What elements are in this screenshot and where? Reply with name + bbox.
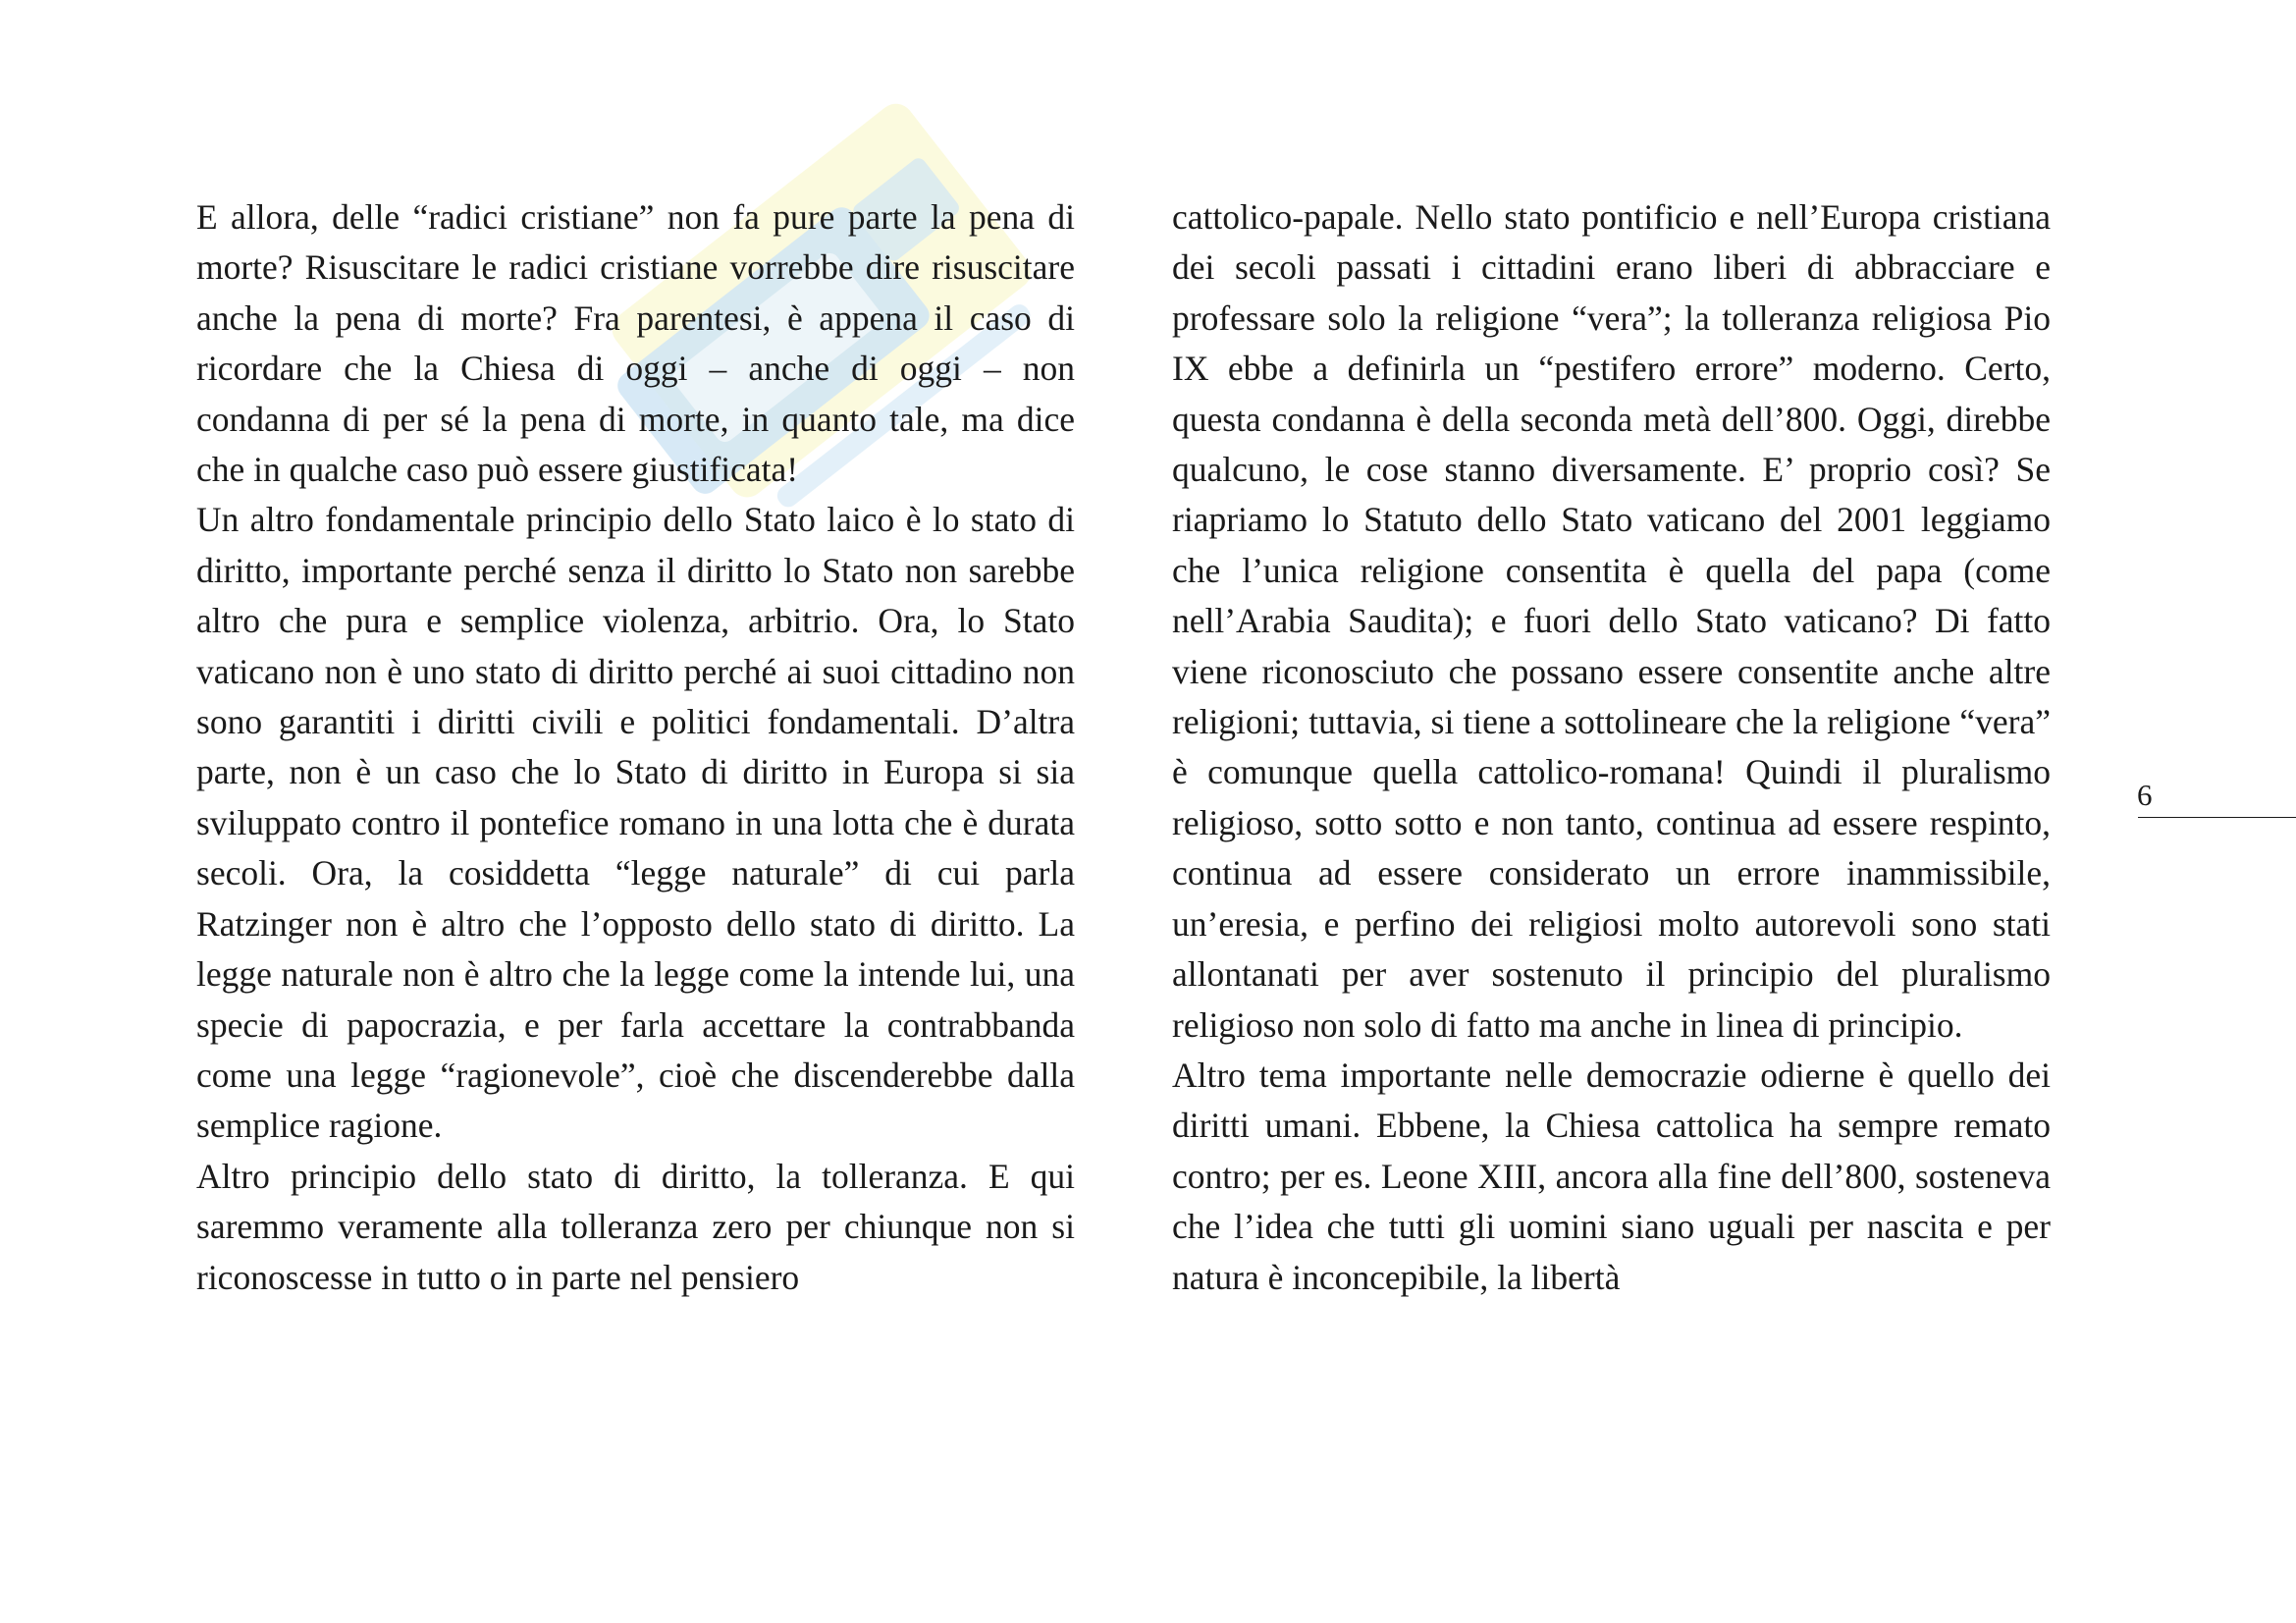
page-number-rule xyxy=(2138,817,2296,818)
page-number: 6 xyxy=(2137,778,2153,812)
right-column xyxy=(1172,192,2051,1303)
paragraph: Un altro fondamentale principio dello Stato laico è lo stato di diritto, importante perché senza il diritto lo Stato non sarebbe altro che pura e semplice violenza, arbitrio. Ora, lo Stato vaticano non è uno stato di diritto perché ai suoi cittadino non sono garantiti i diritti civili e politici fondamentali. D’altra parte, non è un caso che lo Stato di diritto in Europa si sia sviluppato contro il pontefice romano in una lotta che è durata secoli. Ora, la cosiddetta “legge naturale” di cui parla Ratzinger non è altro che l’opposto dello stato di diritto. La legge naturale non è altro che la legge come la intende lui, una specie di papocrazia, e per farla accettare la contrabbanda come una legge “ragionevole”, cioè che discenderebbe dalla semplice ragione. xyxy=(196,500,1075,1146)
paragraph: Altro principio dello stato di diritto, la tolleranza. E qui saremmo veramente alla tolleranza zero per chiunque non si riconoscesse in tutto o in parte nel pensiero xyxy=(196,1156,1075,1297)
paragraph: cattolico-papale. Nello stato pontificio e nell’Europa cristiana dei secoli passati i cittadini erano liberi di abbracciare e professare solo la religione “vera”; la tolleranza religiosa Pio IX ebbe a definirla un “pestifero errore” moderno. Certo, questa condanna è della seconda metà dell’800. Oggi, direbbe qualcuno, le cose stanno diversamente. E’ proprio così? Se riapriamo lo Statuto dello Stato vaticano del 2001 leggiamo che l’unica religione consentita è quella del papa (come nell’Arabia Saudita); e fuori dello Stato vaticano? Di fatto viene riconosciuto che possano essere consentite anche altre religioni; tuttavia, si tiene a sottolineare che la religione “vera” è comunque quella cattolico-romana! Quindi il pluralismo religioso, sotto sotto e non tanto, continua ad essere respinto, continua ad essere considerato un errore inammissibile, un’eresia, e perfino dei religiosi molto autorevoli sono stati allontanati per aver sostenuto il principio del pluralismo religioso non solo di fatto ma anche in linea di principio. xyxy=(1172,197,2051,1045)
paragraph: E allora, delle “radici cristiane” non fa pure parte la pena di morte? Risuscitare le radici cristiane vorrebbe dire risuscitare anche la pena di morte? Fra parentesi, è appena il caso di ricordare che la Chiesa di oggi – anche di oggi – non condanna di per sé la pena di morte, in quanto tale, ma dice che in qualche caso può essere giustificata! xyxy=(196,197,1075,490)
paragraph: Altro tema importante nelle democrazie odierne è quello dei diritti umani. Ebbene, la Chiesa cattolica ha sempre remato contro; per es. Leone XIII, ancora alla fine dell’800, sosteneva che l’idea che tutti gli uomini siano uguali per nascita e per natura è inconcepibile, la libertà xyxy=(1172,1055,2051,1297)
left-column xyxy=(196,192,1075,1303)
